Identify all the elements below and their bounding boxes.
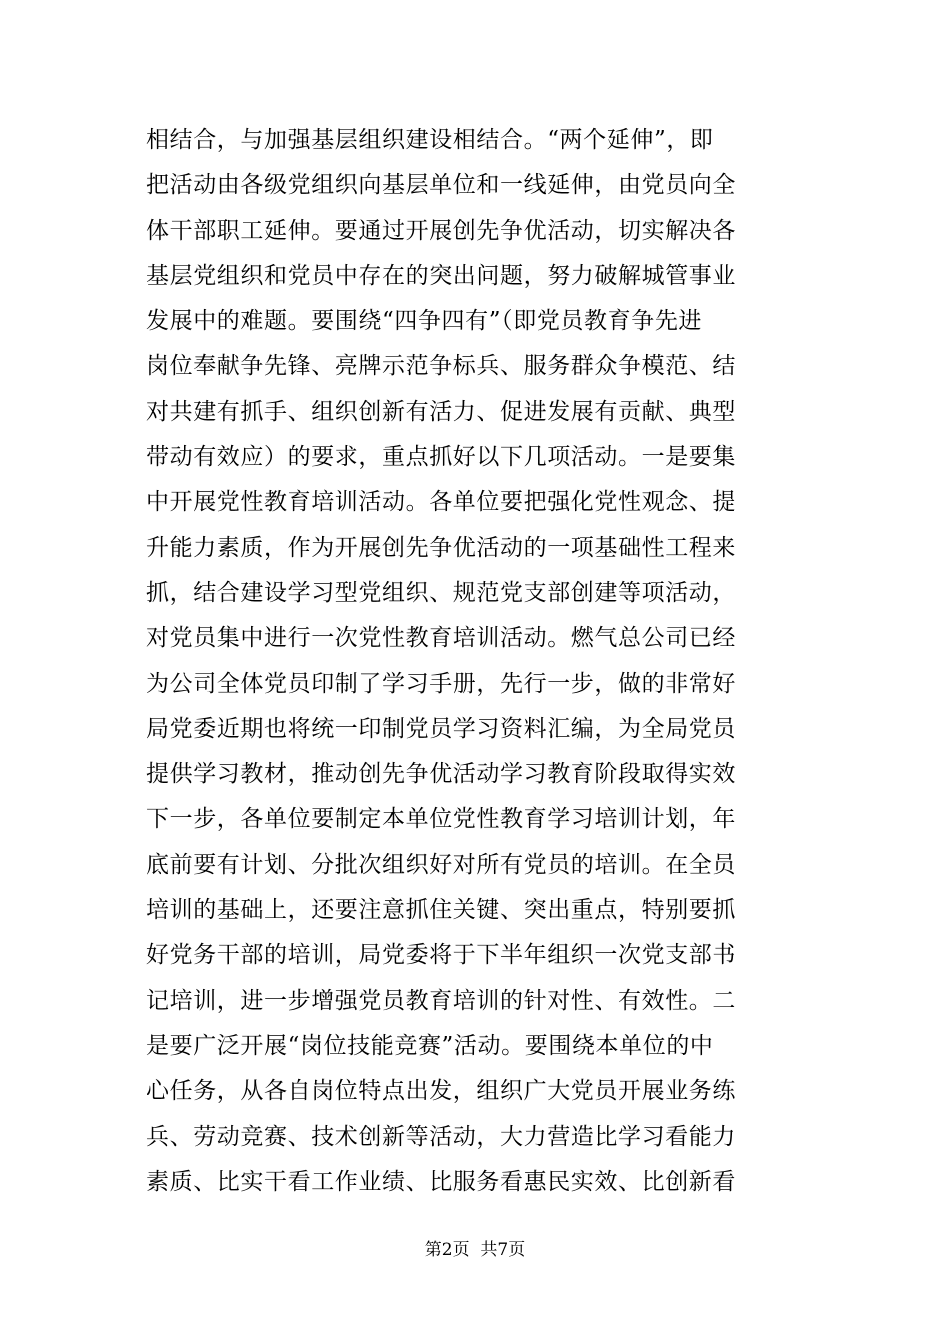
text-line: 基层党组织和党员中存在的突出问题，努力破解城管事业 — [146, 262, 736, 289]
text-line: 兵、劳动竞赛、技术创新等活动，大力营造比学习看能力 — [146, 1123, 736, 1150]
text-line: 为公司全体党员印制了学习手册，先行一步，做的非常好 — [146, 670, 736, 697]
body-text — [146, 118, 806, 1205]
text-line: 局党委近期也将统一印制党员学习资料汇编，为全局党员 — [146, 715, 736, 742]
text-line: 发展中的难题。要围绕“四争四有”（即党员教育争先进 — [146, 308, 703, 335]
text-line: 提供学习教材，推动创先争优活动学习教育阶段取得实效 — [146, 761, 736, 788]
text-line: 下一步，各单位要制定本单位党性教育学习培训计划，年 — [146, 806, 736, 833]
text-line: 中开展党性教育培训活动。各单位要把强化党性观念、提 — [146, 489, 736, 516]
text-line: 带动有效应）的要求，重点抓好以下几项活动。一是要集 — [146, 444, 736, 471]
text-line: 体干部职工延伸。要通过开展创先争优活动，切实解决各 — [146, 217, 736, 244]
text-line: 相结合，与加强基层组织建设相结合。“两个延伸”，即 — [146, 127, 714, 153]
text-line: 岗位奉献争先锋、亮牌示范争标兵、服务群众争模范、结 — [146, 353, 736, 380]
text-line: 对共建有抓手、组织创新有活力、促进发展有贡献、典型 — [146, 398, 736, 425]
text-line: 素质、比实干看工作业绩、比服务看惠民实效、比创新看 — [146, 1168, 736, 1195]
text-line: 培训的基础上，还要注意抓住关键、突出重点，特别要抓 — [146, 897, 736, 924]
text-line: 把活动由各级党组织向基层单位和一线延伸，由党员向全 — [146, 172, 736, 199]
text-line: 抓，结合建设学习型党组织、规范党支部创建等项活动， — [146, 579, 736, 606]
text-line: 升能力素质，作为开展创先争优活动的一项基础性工程来 — [146, 534, 736, 561]
page-number-footer: 第2页 共7页 — [424, 1240, 526, 1260]
text-line: 对党员集中进行一次党性教育培训活动。燃气总公司已经 — [146, 625, 736, 652]
text-line: 记培训，进一步增强党员教育培训的针对性、有效性。二 — [146, 987, 736, 1014]
text-line: 底前要有计划、分批次组织好对所有党员的培训。在全员 — [146, 851, 736, 878]
text-line: 好党务干部的培训，局党委将于下半年组织一次党支部书 — [146, 942, 736, 969]
text-line: 心任务，从各自岗位特点出发，组织广大党员开展业务练 — [146, 1078, 736, 1105]
text-line: 是要广泛开展“岗位技能竞赛”活动。要围绕本单位的中 — [146, 1032, 714, 1059]
